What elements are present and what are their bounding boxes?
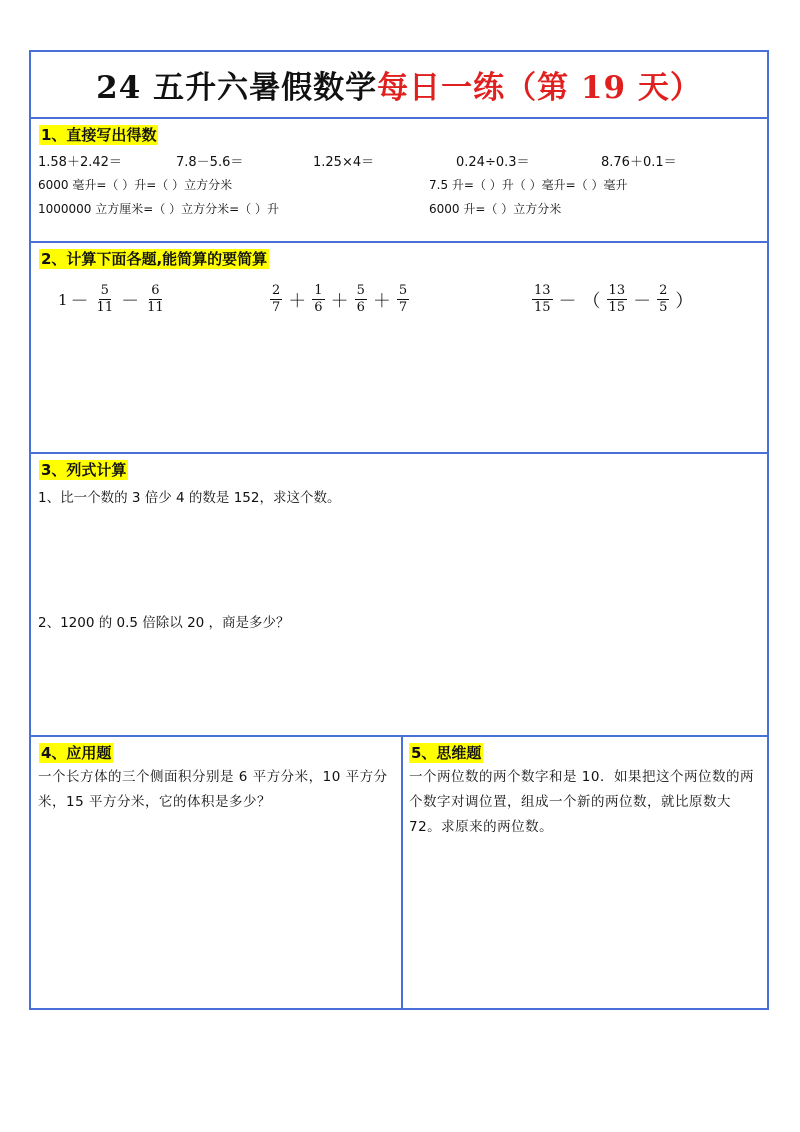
expr2-frac-2 — [312, 283, 324, 316]
denominator: 7 — [398, 300, 408, 315]
denominator: 6 — [314, 300, 323, 315]
application-problem: 一个长方体的三个侧面积分别是 6 平方分米，10 平方分米，15 平方分米，它的体积是多少？ — [38, 769, 388, 810]
expr1-op-1: － — [70, 290, 89, 312]
denominator: 7 — [272, 300, 281, 315]
denominator: 15 — [534, 300, 551, 315]
page-title-day: 每日一练（第 19 天） — [377, 70, 702, 106]
denominator: 5 — [659, 300, 668, 315]
denominator: 15 — [608, 300, 626, 315]
expr3-open-paren: （ — [582, 290, 601, 312]
equation-question-2: 2、1200 的 0.5 倍除以 20 ，商是多少？ — [38, 615, 290, 631]
column-divider — [401, 737, 403, 1008]
worksheet — [29, 50, 769, 1010]
section-3-label: 3、列式计算 — [41, 461, 127, 479]
section-simplify — [31, 243, 767, 454]
numerator: 13 — [608, 283, 626, 298]
expr2-frac-1 — [270, 283, 282, 316]
denominator: 6 — [356, 300, 365, 315]
section-4-label: 4、应用题 — [41, 744, 112, 762]
expr1-op-2: － — [121, 290, 140, 312]
expr2-op-3: ＋ — [372, 290, 391, 312]
page-title — [96, 62, 702, 107]
unit-conversion-3: 1000000 立方厘米=（ ）立方分米=（ ）升 — [38, 202, 279, 216]
expr2-op-1: ＋ — [288, 290, 307, 312]
section-1-label: 1、直接写出得数 — [41, 126, 157, 144]
expr1-frac-2 — [145, 283, 166, 316]
expression-3 — [529, 283, 696, 316]
expression-2 — [267, 283, 412, 316]
section-word-problems — [31, 737, 767, 1008]
expr3-op-2: － — [633, 290, 652, 312]
section-equations — [31, 454, 767, 737]
problem-1: 1.58＋2.42＝ — [38, 155, 122, 170]
expr3-frac-3 — [657, 283, 669, 316]
numerator: 1 — [314, 283, 323, 298]
section-5-label: 5、思维题 — [411, 744, 482, 762]
thinking-problem: 一个两位数的两个数字和是 10．如果把这个两位数的两个数字对调位置，组成一个新的两位数，就比原数大 72。求原来的两位数。 — [409, 769, 754, 835]
expr2-frac-4 — [397, 283, 409, 316]
numerator: 5 — [100, 283, 109, 298]
expr3-frac-2 — [607, 283, 628, 316]
numerator: 5 — [356, 283, 365, 298]
title-row — [31, 52, 767, 119]
numerator: 13 — [534, 283, 551, 298]
equation-question-1: 1、比一个数的 3 倍少 4 的数是 152，求这个数。 — [38, 490, 341, 506]
numerator: 5 — [398, 283, 408, 298]
unit-conversion-2: 7.5 升=（ ）升（ ）毫升=（ ）毫升 — [429, 178, 628, 192]
problem-3: 1.25×4＝ — [313, 155, 375, 170]
expr1-lead: 1 — [58, 290, 68, 309]
numerator: 6 — [151, 283, 160, 298]
expr2-frac-3 — [355, 283, 367, 316]
expr3-close-paren: ） — [675, 290, 694, 312]
denominator: 11 — [96, 300, 114, 315]
expr2-op-2: ＋ — [330, 290, 349, 312]
problem-5: 8.76＋0.1＝ — [601, 155, 677, 170]
page-title-main: 24 五升六暑假数学 — [96, 70, 378, 106]
expr1-frac-1 — [95, 283, 116, 316]
numerator: 2 — [659, 283, 668, 298]
section-2-label: 2、计算下面各题,能简算的要简算 — [41, 250, 268, 268]
expr3-op-1: － — [558, 290, 577, 312]
section-direct-answers — [31, 119, 767, 243]
problem-4: 0.24÷0.3＝ — [456, 155, 530, 170]
numerator: 2 — [272, 283, 281, 298]
expr3-frac-1 — [532, 283, 553, 316]
problem-2: 7.8－5.6＝ — [176, 155, 244, 170]
unit-conversion-4: 6000 升=（ ）立方分米 — [429, 202, 562, 216]
unit-conversion-1: 6000 毫升=（ ）升=（ ）立方分米 — [38, 178, 233, 192]
denominator: 11 — [147, 300, 164, 315]
expression-1 — [58, 283, 169, 316]
